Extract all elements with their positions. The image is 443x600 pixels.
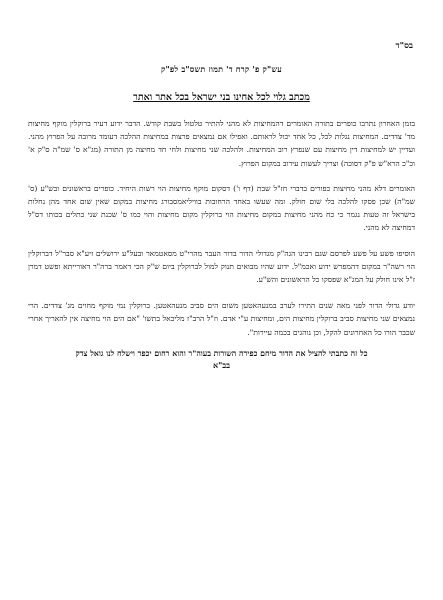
dateline: עש"ק פ' קרח ד' תמוז תשס"ב לפ"ק bbox=[161, 64, 282, 74]
paragraph-4: יודע גדולי הדור לפני מאה שנים התירו לערב במנעהאטען משום הים סביב מנעהאטען. ברוקלין נמי מוקף מחוים מג' צדדים. הרי נמצאים שני מחיצות סביב ברוקלין מחיצות הים, ומחיצות ע"י אדם. וז"ל הרב"ז מליכאל בתשו' "אם הים הוי מחיצה אין להאריך אחרי שכבר הורו כל האחרונים להקל, וכן נוהגים בכמה עיירות". bbox=[28, 301, 415, 337]
signoff: בב"א bbox=[212, 359, 230, 370]
paragraph-1: בזמן האחרון נתרבו כופרים בתורה האומרים דהמחיצות לא מהני להתיר טלטול בשבת קודש. הדבר ידוע דעיר ברוקלין מוקף מחיצות מד' צדדים. המחיצות נגלות לכל, כל אחד יכול לראותם. ואפילו אם נמצאים פרצות במחיצות ההלכה דעומד מרובה על הפרוץ מהני. ועדיין יש למחיצות דין מחיצות עם שנפרץ רוב המחיצות. ולהלכה שני מחיצות ולחי חד מחיצה מן התורה (מג"א ס' שמ"ה ס"ק א' וכ"כ הרא"ש פ"ק דסוכה) וצריך לעשות עירוב במקום הפרוץ. bbox=[28, 119, 415, 168]
bsd-heading: בס"ד bbox=[395, 41, 413, 51]
paragraph-3: הוסיפו פשע על פשע לפרסם שגם רבינו הגה"ק מגדולי הדור בדור העבר מהרי"ט מסאטמאר ובעל"ע ירושלים זיע"א סבר"ל דברוקלין הוי רשה"ר במקום דהמפרש ידוע ואכמ"ל. ידוע שהיו מבואים תנוק למול לברוקלין ביום ש"ק הכי דאמר ברה"ר דאורייתא ופשט דמרן ז"ל אינו חולק על המג"א שפסקו כל הראשונים והש"ע. bbox=[28, 248, 415, 285]
closing-line: כל זה כתבתי להציל את הדור מיחם כפירה השורות בעוה"ר והוא רחום יכפר וישלח לנו גואל צדק bbox=[75, 348, 368, 358]
paragraph-2: האומרים דלא מהני מחיצות כפורים בדברי חז"ל שבת (דף ו') דסקום מוקף מחיצות הוי רשות היחיד. כופרים בראשונים ובש"ע (ס' שמ"ה) שכן פסקו להלכה בלי שום חולק. ומה שעשו באחד הרחובות בוויליאמסבורג מחיצות במקום שאין שום אחד מהן נחלות בישראל זה טעות נגמר כי כח מהני מחיצות במקום מחיצות הוי ברוקלין מקום מחיצות והוי כמו ס' שכנת שני כתלים בכותו דס"ל דמחיצה לא מהני. bbox=[28, 183, 415, 233]
letter-title: מכתב גלוי לכל אחינו בני ישראל בכל אתר ואתר bbox=[133, 92, 310, 103]
